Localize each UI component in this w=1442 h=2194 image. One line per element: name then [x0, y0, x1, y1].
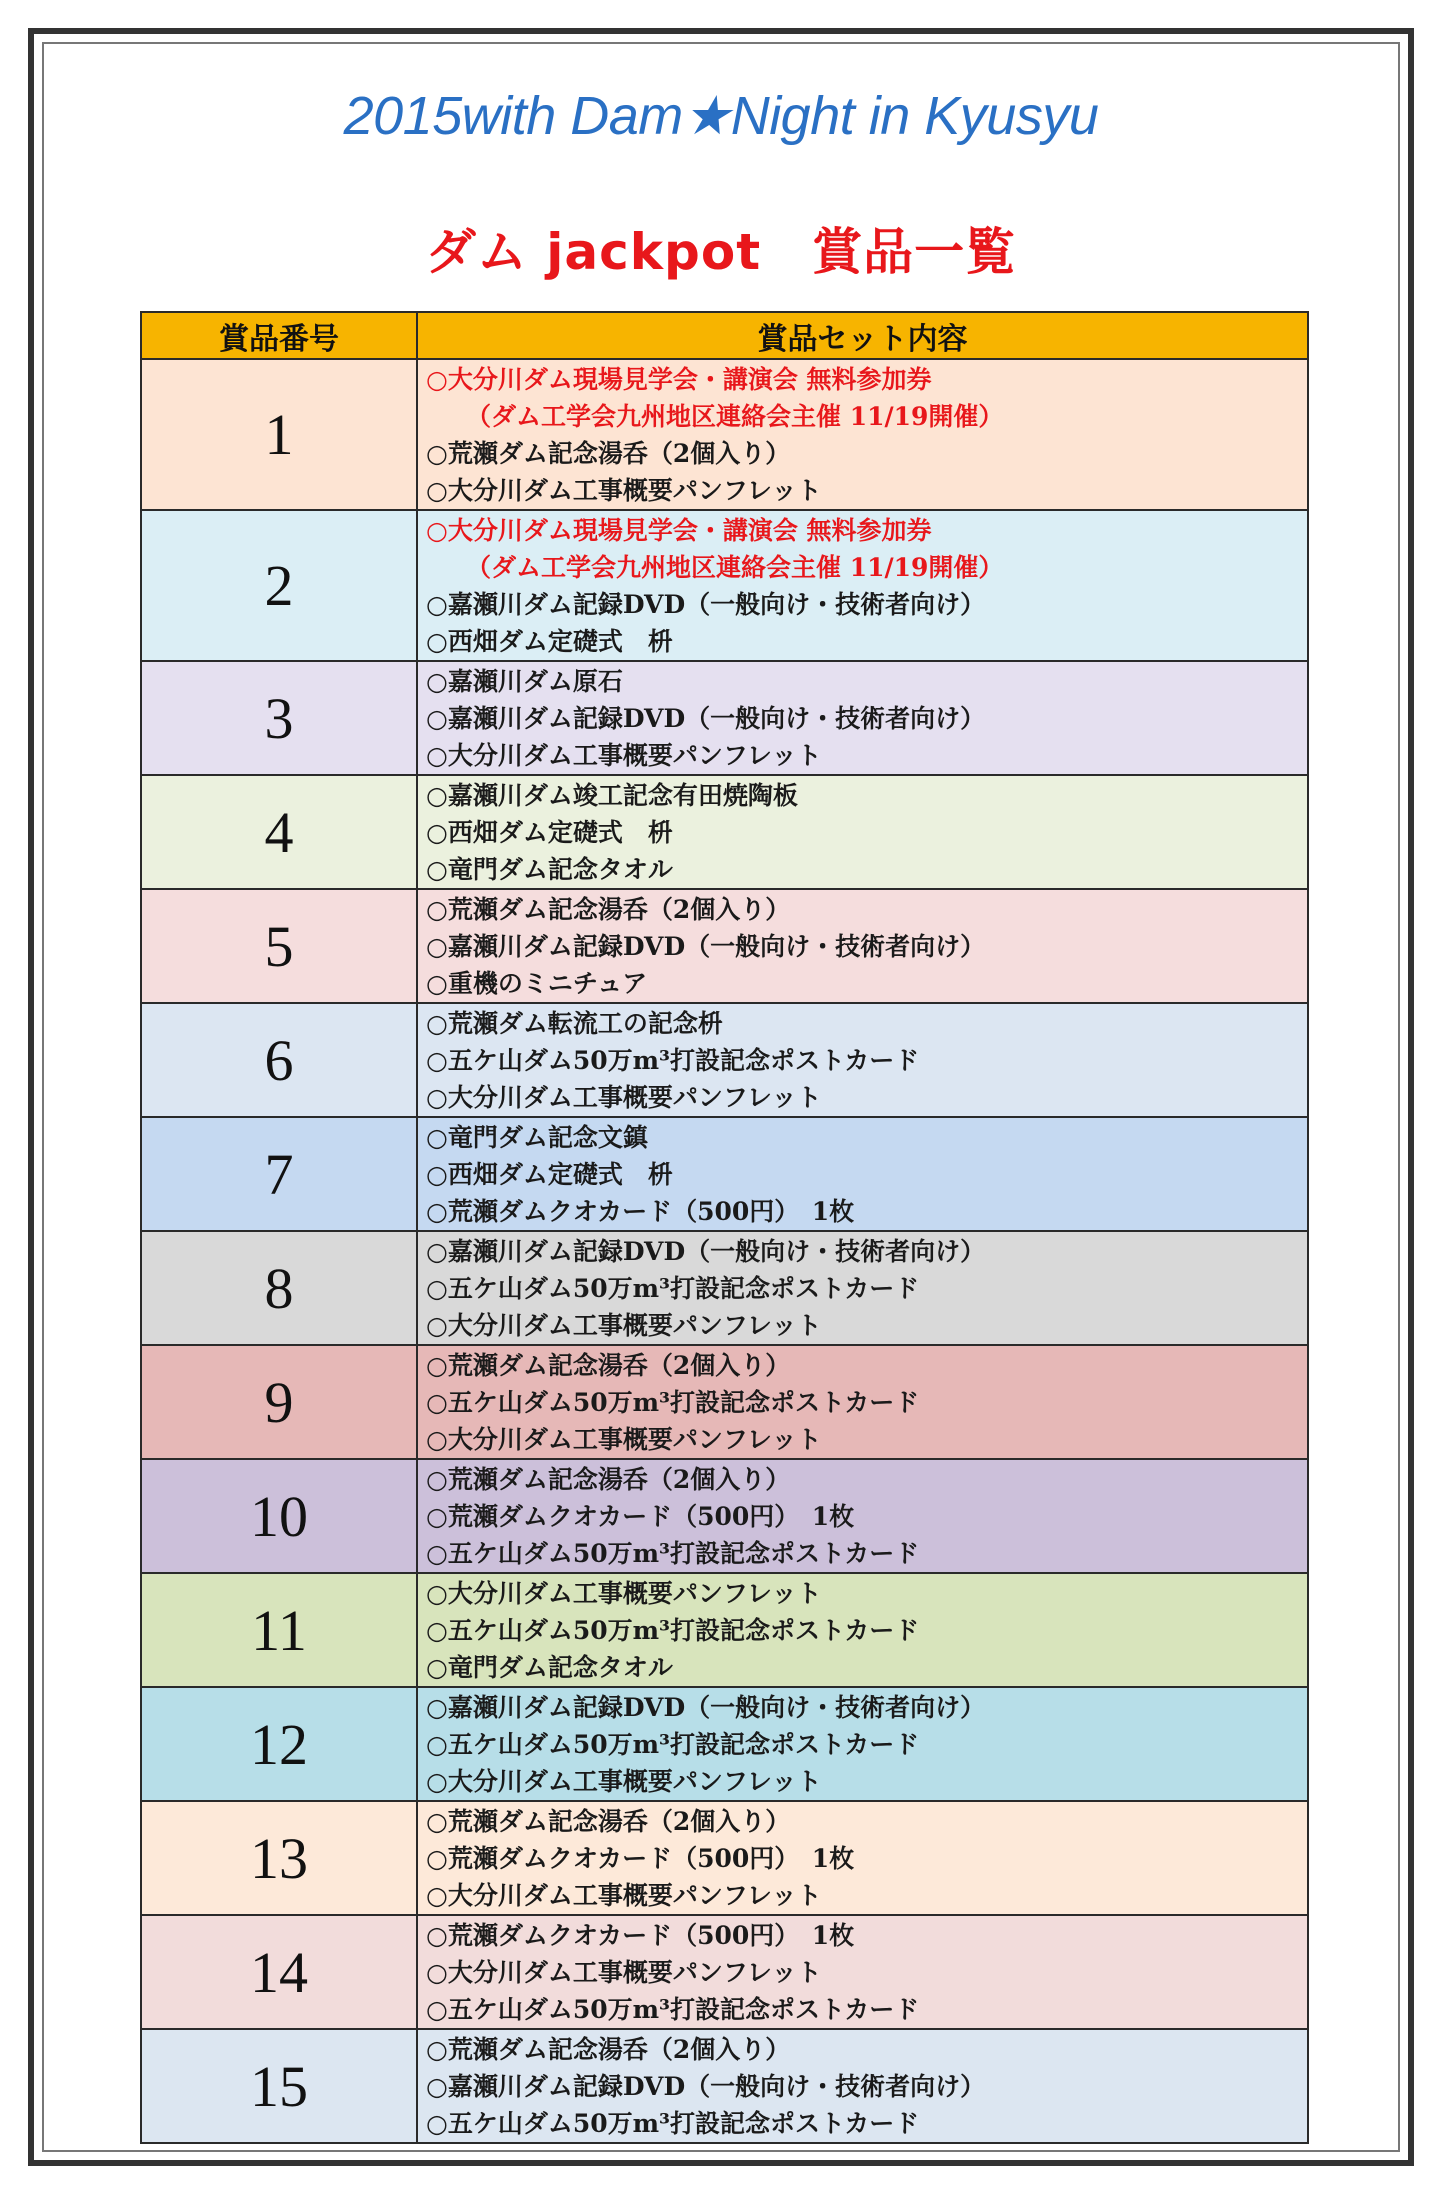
prize-item: ○大分川ダム工事概要パンフレット — [426, 1767, 822, 1796]
prize-contents — [417, 359, 1308, 510]
prize-item: ○大分川ダム工事概要パンフレット — [426, 1881, 822, 1910]
table-row — [141, 1345, 1308, 1459]
prize-item: ○荒瀬ダム転流工の記念枡 — [426, 1009, 723, 1038]
table-row — [141, 1687, 1308, 1801]
prize-item: ○五ケ山ダム50万m³打設記念ポストカード — [426, 1388, 920, 1417]
prize-item: ○荒瀬ダム記念湯呑（2個入り） — [426, 2035, 791, 2064]
prize-number: 7 — [141, 1117, 417, 1231]
prize-contents — [417, 1801, 1308, 1915]
prize-item: ○竜門ダム記念タオル — [426, 1653, 673, 1682]
prize-number: 3 — [141, 661, 417, 775]
page-title: 2015with Dam★Night in Kyusyu — [343, 86, 1099, 146]
prize-number: 15 — [141, 2029, 417, 2143]
prize-item: ○大分川ダム現場見学会・講演会 無料参加券 — [426, 365, 932, 394]
prize-number: 12 — [141, 1687, 417, 1801]
prize-number: 2 — [141, 510, 417, 661]
table-header-row — [141, 312, 1308, 359]
prize-number: 6 — [141, 1003, 417, 1117]
prize-item: ○荒瀬ダムクオカード（500円） 1枚 — [426, 1844, 855, 1873]
prize-item: ○嘉瀬川ダム原石 — [426, 667, 623, 696]
prize-item: ○嘉瀬川ダム竣工記念有田焼陶板 — [426, 781, 798, 810]
prize-item: ○大分川ダム工事概要パンフレット — [426, 1958, 822, 1987]
prize-item: ○大分川ダム工事概要パンフレット — [426, 1311, 822, 1340]
prize-contents — [417, 1459, 1308, 1573]
table-row — [141, 1573, 1308, 1687]
prize-contents — [417, 1117, 1308, 1231]
table-body — [141, 359, 1308, 2143]
prize-item: ○五ケ山ダム50万m³打設記念ポストカード — [426, 1730, 920, 1759]
prize-item: ○西畑ダム定礎式 枡 — [426, 1160, 673, 1189]
prize-contents — [417, 510, 1308, 661]
prize-item: ○荒瀬ダム記念湯呑（2個入り） — [426, 439, 791, 468]
prize-item: （ダム工学会九州地区連絡会主催 11/19開催） — [466, 402, 1004, 431]
prize-item: ○五ケ山ダム50万m³打設記念ポストカード — [426, 1995, 920, 2024]
prize-item: ○五ケ山ダム50万m³打設記念ポストカード — [426, 1274, 920, 1303]
prize-item: ○嘉瀬川ダム記録DVD（一般向け・技術者向け） — [426, 932, 986, 961]
table-row — [141, 2029, 1308, 2143]
prize-item: ○五ケ山ダム50万m³打設記念ポストカード — [426, 1046, 920, 1075]
prize-number: 14 — [141, 1915, 417, 2029]
table-row — [141, 1231, 1308, 1345]
prize-item: ○大分川ダム工事概要パンフレット — [426, 1425, 822, 1454]
prize-number: 11 — [141, 1573, 417, 1687]
prize-item: ○五ケ山ダム50万m³打設記念ポストカード — [426, 1616, 920, 1645]
table-row — [141, 1003, 1308, 1117]
prize-item: ○荒瀬ダム記念湯呑（2個入り） — [426, 1351, 791, 1380]
prize-item: ○大分川ダム工事概要パンフレット — [426, 1083, 822, 1112]
table-row — [141, 1801, 1308, 1915]
prize-item: （ダム工学会九州地区連絡会主催 11/19開催） — [466, 553, 1004, 582]
prize-item: ○嘉瀬川ダム記録DVD（一般向け・技術者向け） — [426, 1693, 986, 1722]
prize-item: ○荒瀬ダム記念湯呑（2個入り） — [426, 1465, 791, 1494]
prize-item: ○大分川ダム工事概要パンフレット — [426, 741, 822, 770]
prize-item: ○荒瀬ダムクオカード（500円） 1枚 — [426, 1921, 855, 1950]
prize-item: ○荒瀬ダム記念湯呑（2個入り） — [426, 1807, 791, 1836]
prize-item: ○竜門ダム記念文鎮 — [426, 1123, 648, 1152]
prize-item: ○大分川ダム工事概要パンフレット — [426, 1579, 822, 1608]
prize-item: ○嘉瀬川ダム記録DVD（一般向け・技術者向け） — [426, 1237, 986, 1266]
header-prize-number: 賞品番号 — [141, 312, 417, 359]
prize-item: ○荒瀬ダムクオカード（500円） 1枚 — [426, 1197, 855, 1226]
prize-item: ○嘉瀬川ダム記録DVD（一般向け・技術者向け） — [426, 704, 986, 733]
prize-contents — [417, 1573, 1308, 1687]
prize-number: 13 — [141, 1801, 417, 1915]
table-row — [141, 1117, 1308, 1231]
prize-number: 8 — [141, 1231, 417, 1345]
prize-number: 9 — [141, 1345, 417, 1459]
prize-contents — [417, 1345, 1308, 1459]
prize-contents — [417, 1915, 1308, 2029]
prize-item: ○大分川ダム現場見学会・講演会 無料参加券 — [426, 516, 932, 545]
table-row — [141, 1459, 1308, 1573]
prize-item: ○西畑ダム定礎式 枡 — [426, 818, 673, 847]
table-row — [141, 510, 1308, 661]
prize-table — [140, 311, 1309, 2144]
prize-item: ○荒瀬ダムクオカード（500円） 1枚 — [426, 1502, 855, 1531]
prize-contents — [417, 1003, 1308, 1117]
prize-contents — [417, 1687, 1308, 1801]
prize-item: ○重機のミニチュア — [426, 969, 648, 998]
prize-item: ○五ケ山ダム50万m³打設記念ポストカード — [426, 2109, 920, 2138]
page-subtitle: ダム jackpot 賞品一覧 — [425, 223, 1017, 281]
prize-item: ○嘉瀬川ダム記録DVD（一般向け・技術者向け） — [426, 2072, 986, 2101]
prize-contents — [417, 775, 1308, 889]
prize-number: 1 — [141, 359, 417, 510]
table-row — [141, 1915, 1308, 2029]
prize-number: 4 — [141, 775, 417, 889]
prize-item: ○西畑ダム定礎式 枡 — [426, 627, 673, 656]
prize-item: ○五ケ山ダム50万m³打設記念ポストカード — [426, 1539, 920, 1568]
prize-item: ○嘉瀬川ダム記録DVD（一般向け・技術者向け） — [426, 590, 986, 619]
table-row — [141, 775, 1308, 889]
header-prize-contents: 賞品セット内容 — [417, 312, 1308, 359]
prize-item: ○大分川ダム工事概要パンフレット — [426, 476, 822, 505]
prize-item: ○荒瀬ダム記念湯呑（2個入り） — [426, 895, 791, 924]
prize-number: 5 — [141, 889, 417, 1003]
prize-contents — [417, 889, 1308, 1003]
table-row — [141, 889, 1308, 1003]
prize-contents — [417, 2029, 1308, 2143]
prize-contents — [417, 1231, 1308, 1345]
prize-contents — [417, 661, 1308, 775]
table-row — [141, 359, 1308, 510]
table-row — [141, 661, 1308, 775]
prize-number: 10 — [141, 1459, 417, 1573]
prize-item: ○竜門ダム記念タオル — [426, 855, 673, 884]
